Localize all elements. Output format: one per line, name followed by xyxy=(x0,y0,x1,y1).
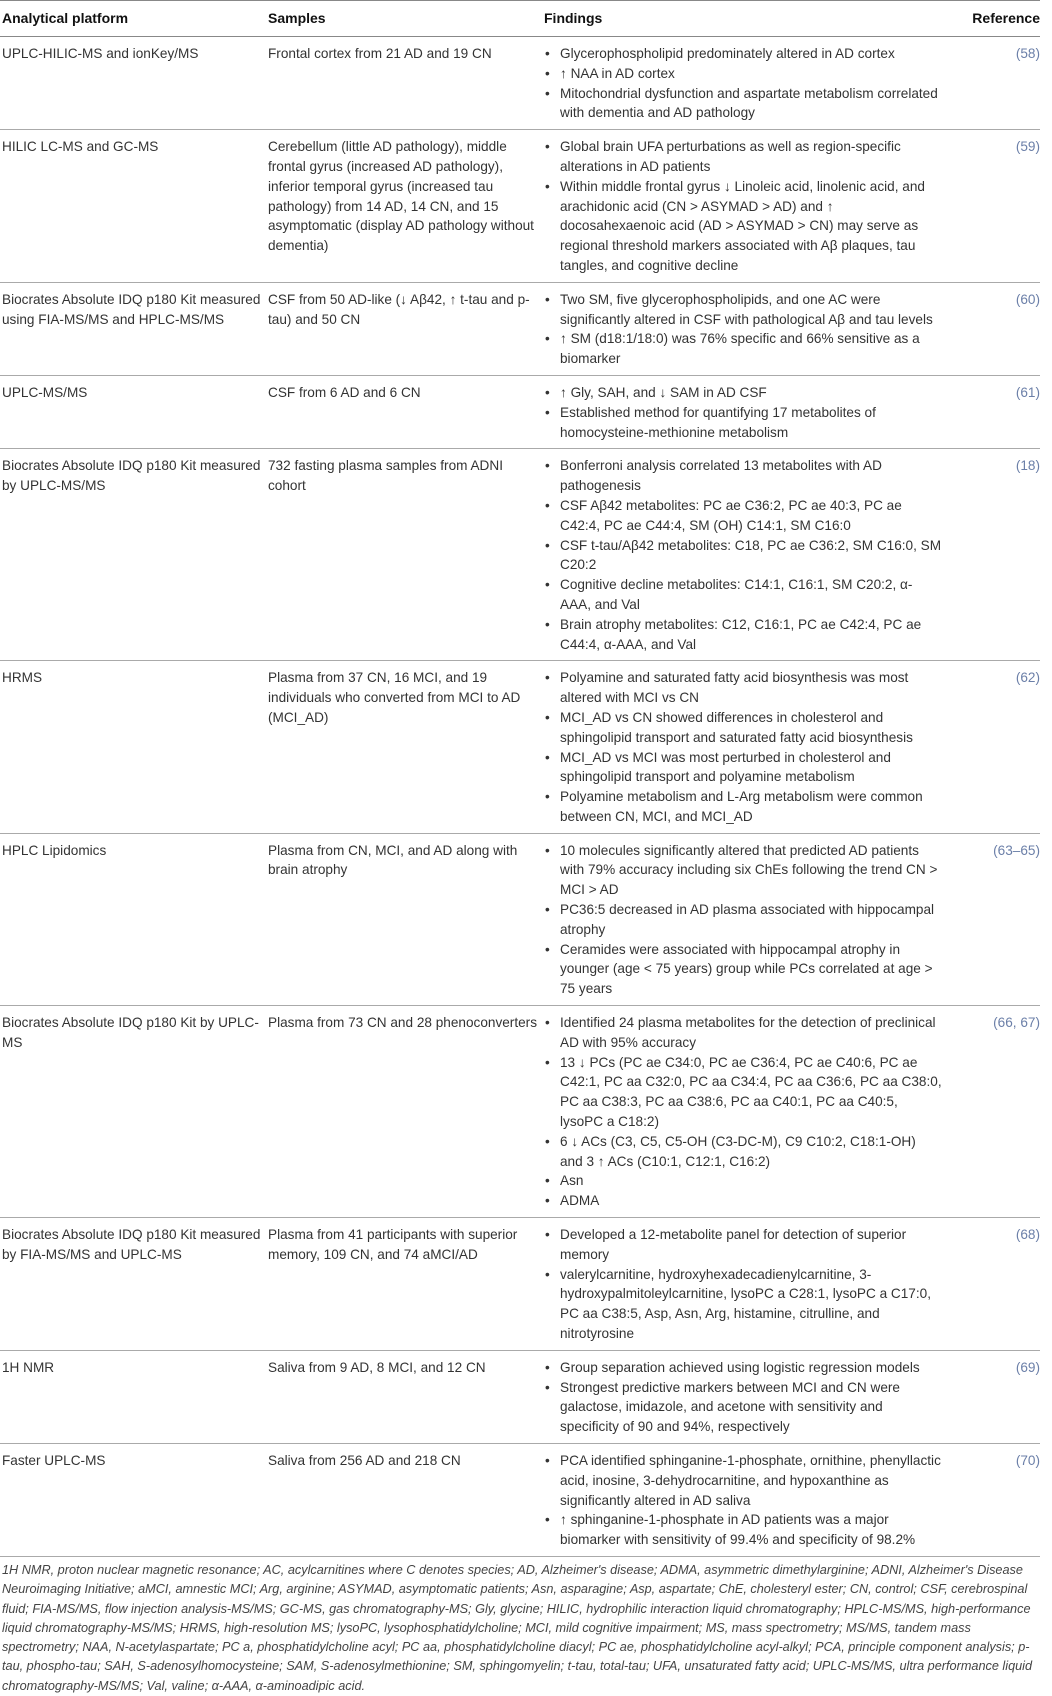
table-row xyxy=(0,375,1040,448)
finding-item: • Ceramides were associated with hippocampal atrophy in younger (age < 75 years) group while PCs correlated at age > 75 years xyxy=(560,940,942,999)
cell-platform: UPLC-HILIC-MS and ionKey/MS xyxy=(0,37,266,130)
finding-item: • Global brain UFA perturbations as well as region-specific alterations in AD patients xyxy=(560,137,942,177)
table-row xyxy=(0,661,1040,833)
finding-item: • 10 molecules significantly altered that predicted AD patients with 79% accuracy including six ChEs following the trend CN > MCI > AD xyxy=(560,841,942,900)
cell-platform: 1H NMR xyxy=(0,1350,266,1443)
cell-reference-link[interactable]: (18) xyxy=(944,449,1040,661)
cell-platform: HILIC LC-MS and GC-MS xyxy=(0,130,266,283)
cell-reference-link[interactable]: (68) xyxy=(944,1218,1040,1351)
finding-item: • Strongest predictive markers between MCI and CN were galactose, imidazole, and acetone with sensitivity and specificity of 90 and 94%, respectively xyxy=(560,1378,942,1437)
findings-list xyxy=(544,1225,942,1344)
cell-findings xyxy=(542,1218,944,1351)
finding-item: • Identified 24 plasma metabolites for the detection of preclinical AD with 95% accuracy xyxy=(560,1013,942,1053)
findings-list xyxy=(544,1451,942,1550)
finding-item: • valerylcarnitine, hydroxyhexadecadienylcarnitine, 3-hydroxypalmitoleylcarnitine, lysoPC a C28:1, lysoPC a C17:0, PC aa C38:5, Asp, Asn, Arg, histamine, citrulline, and nitrotyrosine xyxy=(560,1265,942,1344)
cell-platform: Biocrates Absolute IDQ p180 Kit measured using FIA-MS/MS and HPLC-MS/MS xyxy=(0,282,266,375)
finding-item: • PC36:5 decreased in AD plasma associated with hippocampal atrophy xyxy=(560,900,942,940)
cell-platform: HPLC Lipidomics xyxy=(0,833,266,1005)
cell-platform: Biocrates Absolute IDQ p180 Kit measured by UPLC-MS/MS xyxy=(0,449,266,661)
finding-item: • MCI_AD vs CN showed differences in cholesterol and sphingolipid transport and saturated fatty acid biosynthesis xyxy=(560,708,942,748)
cell-samples: Cerebellum (little AD pathology), middle frontal gyrus (increased AD pathology), inferior temporal gyrus (increased tau pathology) from 14 AD, 14 CN, and 15 asymptomatic (display AD pathology without dementia) xyxy=(266,130,542,283)
header-row xyxy=(0,1,1040,37)
findings-list xyxy=(544,383,942,442)
cell-findings xyxy=(542,833,944,1005)
cell-findings xyxy=(542,1444,944,1557)
header-platform: Analytical platform xyxy=(0,1,266,37)
finding-item: • 6 ↓ ACs (C3, C5, C5-OH (C3-DC-M), C9 C10:2, C18:1-OH) and 3 ↑ ACs (C10:1, C12:1, C16:2) xyxy=(560,1132,942,1172)
cell-findings xyxy=(542,661,944,833)
cell-reference-link[interactable]: (69) xyxy=(944,1350,1040,1443)
findings-list xyxy=(544,44,942,123)
cell-samples: Plasma from CN, MCI, and AD along with brain atrophy xyxy=(266,833,542,1005)
finding-item: • Mitochondrial dysfunction and aspartate metabolism correlated with dementia and AD pathology xyxy=(560,84,942,124)
table-row xyxy=(0,1350,1040,1443)
findings-list xyxy=(544,137,942,276)
cell-reference-link[interactable]: (59) xyxy=(944,130,1040,283)
finding-item: • Group separation achieved using logistic regression models xyxy=(560,1358,942,1378)
cell-reference-link[interactable]: (61) xyxy=(944,375,1040,448)
table-row xyxy=(0,282,1040,375)
finding-item: • Polyamine and saturated fatty acid biosynthesis was most altered with MCI vs CN xyxy=(560,668,942,708)
cell-platform: UPLC-MS/MS xyxy=(0,375,266,448)
table-row xyxy=(0,37,1040,130)
finding-item: • Within middle frontal gyrus ↓ Linoleic acid, linolenic acid, and arachidonic acid (CN > ASYMAD > AD) and ↑ docosahexaenoic acid (AD > ASYMAD > CN) may serve as regional threshold markers associated with Aβ plaques, tau tangles, and cognitive decline xyxy=(560,177,942,276)
cell-findings xyxy=(542,37,944,130)
cell-samples: Plasma from 41 participants with superior memory, 109 CN, and 74 aMCI/AD xyxy=(266,1218,542,1351)
finding-item: • CSF Aβ42 metabolites: PC ae C36:2, PC ae 40:3, PC ae C42:4, PC ae C44:4, SM (OH) C14:1, SM C16:0 xyxy=(560,496,942,536)
cell-findings xyxy=(542,1350,944,1443)
finding-item: • PCA identified sphinganine-1-phosphate, ornithine, phenyllactic acid, inosine, 3-dehydrocarnitine, and hypoxanthine as significantly altered in AD saliva xyxy=(560,1451,942,1510)
cell-reference-link[interactable]: (62) xyxy=(944,661,1040,833)
finding-item: • Established method for quantifying 17 metabolites of homocysteine-methionine metabolism xyxy=(560,403,942,443)
finding-item: • ↑ sphinganine-1-phosphate in AD patients was a major biomarker with sensitivity of 99.4% and specificity of 98.2% xyxy=(560,1510,942,1550)
findings-list xyxy=(544,1013,942,1211)
cell-reference-link[interactable]: (60) xyxy=(944,282,1040,375)
cell-platform: Biocrates Absolute IDQ p180 Kit by UPLC-MS xyxy=(0,1006,266,1218)
cell-samples: Frontal cortex from 21 AD and 19 CN xyxy=(266,37,542,130)
finding-item: • Glycerophospholipid predominately altered in AD cortex xyxy=(560,44,942,64)
finding-item: • ↑ NAA in AD cortex xyxy=(560,64,942,84)
finding-item: • Cognitive decline metabolites: C14:1, C16:1, SM C20:2, α-AAA, and Val xyxy=(560,575,942,615)
cell-reference-link[interactable]: (66, 67) xyxy=(944,1006,1040,1218)
cell-platform: HRMS xyxy=(0,661,266,833)
cell-findings xyxy=(542,449,944,661)
finding-item: • Two SM, five glycerophospholipids, and one AC were significantly altered in CSF with pathological Aβ and tau levels xyxy=(560,290,942,330)
cell-samples: Saliva from 256 AD and 218 CN xyxy=(266,1444,542,1557)
finding-item: • Polyamine metabolism and L-Arg metabolism were common between CN, MCI, and MCI_AD xyxy=(560,787,942,827)
cell-reference-link[interactable]: (70) xyxy=(944,1444,1040,1557)
finding-item: • Developed a 12-metabolite panel for detection of superior memory xyxy=(560,1225,942,1265)
table-row xyxy=(0,449,1040,661)
cell-findings xyxy=(542,375,944,448)
header-samples: Samples xyxy=(266,1,542,37)
findings-list xyxy=(544,456,942,654)
cell-findings xyxy=(542,130,944,283)
table-footnote: 1H NMR, proton nuclear magnetic resonance; AC, acylcarnitines where C denotes species; AD, Alzheimer's disease; ADMA, asymmetric dimethylarginine; ADNI, Alzheimer's Disease Neuroimaging Initiative; aMCI, amnestic MCI; Arg, arginine; ASYMAD, asymptomatic patients; Asn, asparagine; Asp, aspartate; ChE, cholesteryl ester; CN, control; CSF, cerebrospinal fluid; FIA-MS/MS, flow injection analysis-MS/MS; GC-MS, gas chromatography-MS; Gly, glycine; HILIC, hydrophilic interaction liquid chromatography; HPLC-MS/MS, high-performance liquid chromatography-MS/MS; HRMS, high-resolution MS; lysoPC, lysophosphatidylcholine; MCI, mild cognitive impairment; MS, mass spectrometry; MS/MS, tandem mass spectrometry; NAA, N-acetylaspartate; PC a, phosphatidylcholine acyl; PC aa, phosphatidylcholine diacyl; PC ae, phosphatidylcholine acyl-alkyl; PCA, principle component analysis; p-tau, phospho-tau; SAH, S-adenosylhomocysteine; SAM, S-adenosylmethionine; SM, sphingomyelin; t-tau, total-tau; UFA, unsaturated fatty acid; UPLC-MS/MS, ultra performance liquid chromatography-MS/MS; Val, valine; α-AAA, α-aminoadipic acid. xyxy=(2,1562,1033,1693)
header-findings: Findings xyxy=(542,1,944,37)
table-row xyxy=(0,1444,1040,1557)
finding-item: • CSF t-tau/Aβ42 metabolites: C18, PC ae C36:2, SM C16:0, SM C20:2 xyxy=(560,536,942,576)
finding-item: • ↑ SM (d18:1/18:0) was 76% specific and 66% sensitive as a biomarker xyxy=(560,329,942,369)
finding-item: • ADMA xyxy=(560,1191,942,1211)
table-row xyxy=(0,1006,1040,1218)
finding-item: • MCI_AD vs MCI was most perturbed in cholesterol and sphingolipid transport and polyamine metabolism xyxy=(560,748,942,788)
finding-item: • ↑ Gly, SAH, and ↓ SAM in AD CSF xyxy=(560,383,942,403)
table-row xyxy=(0,1218,1040,1351)
cell-reference-link[interactable]: (58) xyxy=(944,37,1040,130)
finding-item: • 13 ↓ PCs (PC ae C34:0, PC ae C36:4, PC ae C40:6, PC ae C42:1, PC aa C32:0, PC aa C34:4, PC aa C36:6, PC aa C38:0, PC aa C38:3, PC aa C38:6, PC aa C40:1, PC aa C40:5, lysoPC a C18:2) xyxy=(560,1053,942,1132)
cell-findings xyxy=(542,1006,944,1218)
table-row xyxy=(0,833,1040,1005)
findings-list xyxy=(544,1358,942,1437)
cell-platform: Faster UPLC-MS xyxy=(0,1444,266,1557)
findings-list xyxy=(544,290,942,369)
finding-item: • Asn xyxy=(560,1171,942,1191)
cell-samples: Plasma from 73 CN and 28 phenoconverters xyxy=(266,1006,542,1218)
table-body xyxy=(0,37,1040,1557)
findings-list xyxy=(544,668,942,826)
table-row xyxy=(0,130,1040,283)
cell-samples: Saliva from 9 AD, 8 MCI, and 12 CN xyxy=(266,1350,542,1443)
cell-samples: Plasma from 37 CN, 16 MCI, and 19 individuals who converted from MCI to AD (MCI_AD) xyxy=(266,661,542,833)
cell-findings xyxy=(542,282,944,375)
finding-item: • Bonferroni analysis correlated 13 metabolites with AD pathogenesis xyxy=(560,456,942,496)
cell-platform: Biocrates Absolute IDQ p180 Kit measured by FIA-MS/MS and UPLC-MS xyxy=(0,1218,266,1351)
findings-list xyxy=(544,841,942,999)
cell-samples: 732 fasting plasma samples from ADNI cohort xyxy=(266,449,542,661)
finding-item: • Brain atrophy metabolites: C12, C16:1, PC ae C42:4, PC ae C44:4, α-AAA, and Val xyxy=(560,615,942,655)
cell-reference-link[interactable]: (63–65) xyxy=(944,833,1040,1005)
cell-samples: CSF from 6 AD and 6 CN xyxy=(266,375,542,448)
header-reference: Reference xyxy=(944,1,1040,37)
cell-samples: CSF from 50 AD-like (↓ Aβ42, ↑ t-tau and p-tau) and 50 CN xyxy=(266,282,542,375)
